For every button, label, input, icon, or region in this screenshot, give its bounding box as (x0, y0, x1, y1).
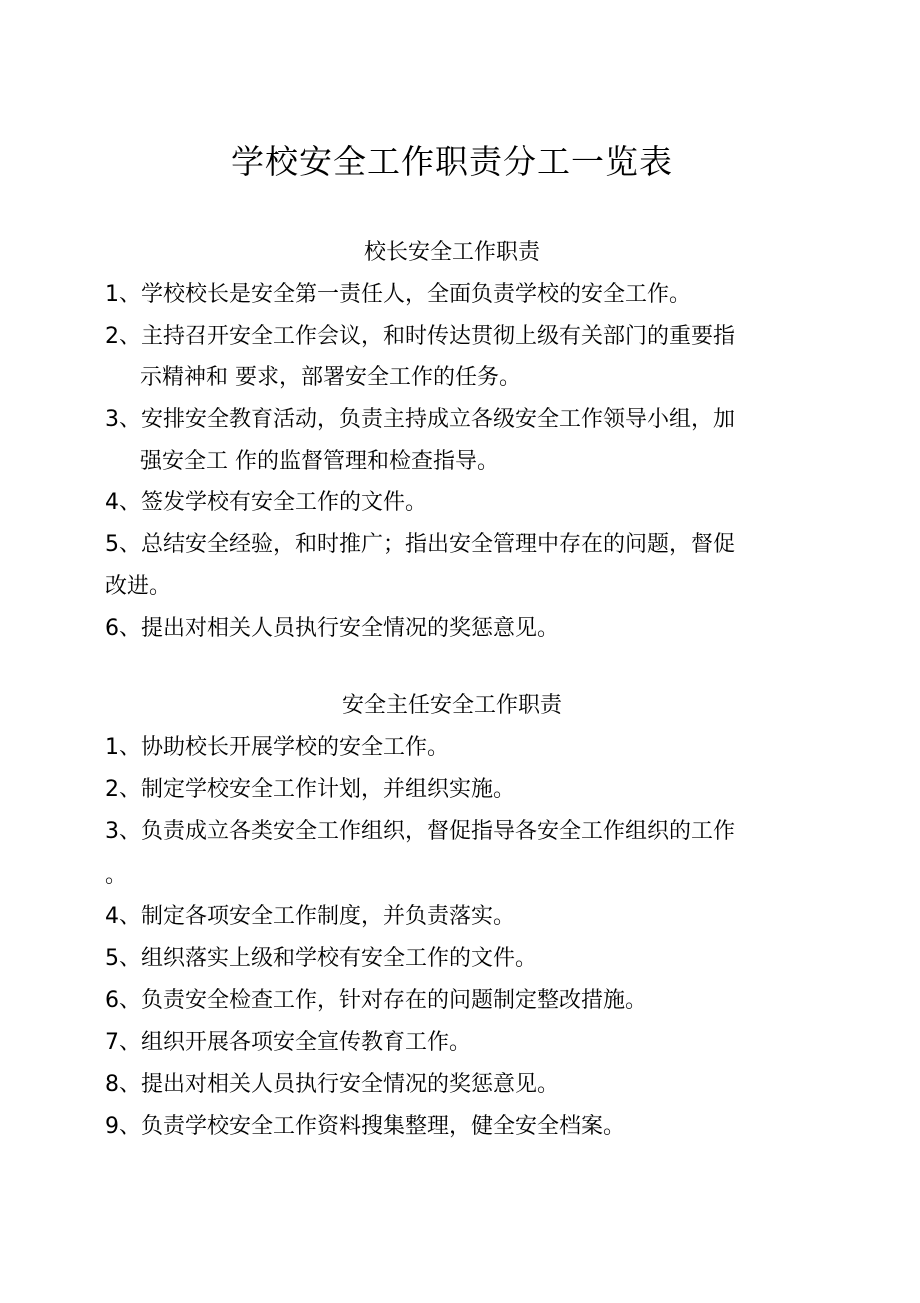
director-duty-line: 9、负责学校安全工作资料搜集整理，健全安全档案。 (105, 1114, 625, 1139)
director-duty-line: 2、制定学校安全工作计划，并组织实施。 (105, 777, 515, 802)
principal-duty-line: 改进。 (105, 574, 172, 599)
director-duty-line: 。 (105, 863, 128, 888)
principal-duty-line: 4、签发学校有安全工作的文件。 (105, 490, 427, 515)
section-heading-principal: 校长安全工作职责 (363, 240, 540, 265)
principal-duty-line: 强安全工 作的监督管理和检查指导。 (140, 449, 499, 474)
document-title: 学校安全工作职责分工一览表 (231, 142, 673, 181)
director-duty-line: 8、提出对相关人员执行安全情况的奖惩意见。 (105, 1072, 559, 1097)
director-duty-line: 5、组织落实上级和学校有安全工作的文件。 (105, 946, 537, 971)
director-duty-line: 7、组织开展各项安全宣传教育工作。 (105, 1030, 471, 1055)
principal-duty-line: 3、安排安全教育活动，负责主持成立各级安全工作领导小组，加 (105, 407, 735, 432)
principal-duty-line: 2、主持召开安全工作会议，和时传达贯彻上级有关部门的重要指 (105, 324, 735, 349)
principal-duty-line: 1、学校校长是安全第一责任人，全面负责学校的安全工作。 (105, 282, 691, 307)
director-duty-line: 3、负责成立各类安全工作组织，督促指导各安全工作组织的工作 (105, 819, 735, 844)
principal-duty-line: 6、提出对相关人员执行安全情况的奖惩意见。 (105, 616, 559, 641)
principal-duty-line: 5、总结安全经验，和时推广；指出安全管理中存在的问题，督促 (105, 532, 735, 557)
principal-duty-line: 示精神和 要求，部署安全工作的任务。 (140, 365, 521, 390)
director-duty-line: 1、协助校长开展学校的安全工作。 (105, 735, 449, 760)
director-duty-line: 6、负责安全检查工作，针对存在的问题制定整改措施。 (105, 988, 647, 1013)
director-duty-line: 4、制定各项安全工作制度，并负责落实。 (105, 904, 515, 929)
section-heading-safety-director: 安全主任安全工作职责 (341, 693, 562, 718)
